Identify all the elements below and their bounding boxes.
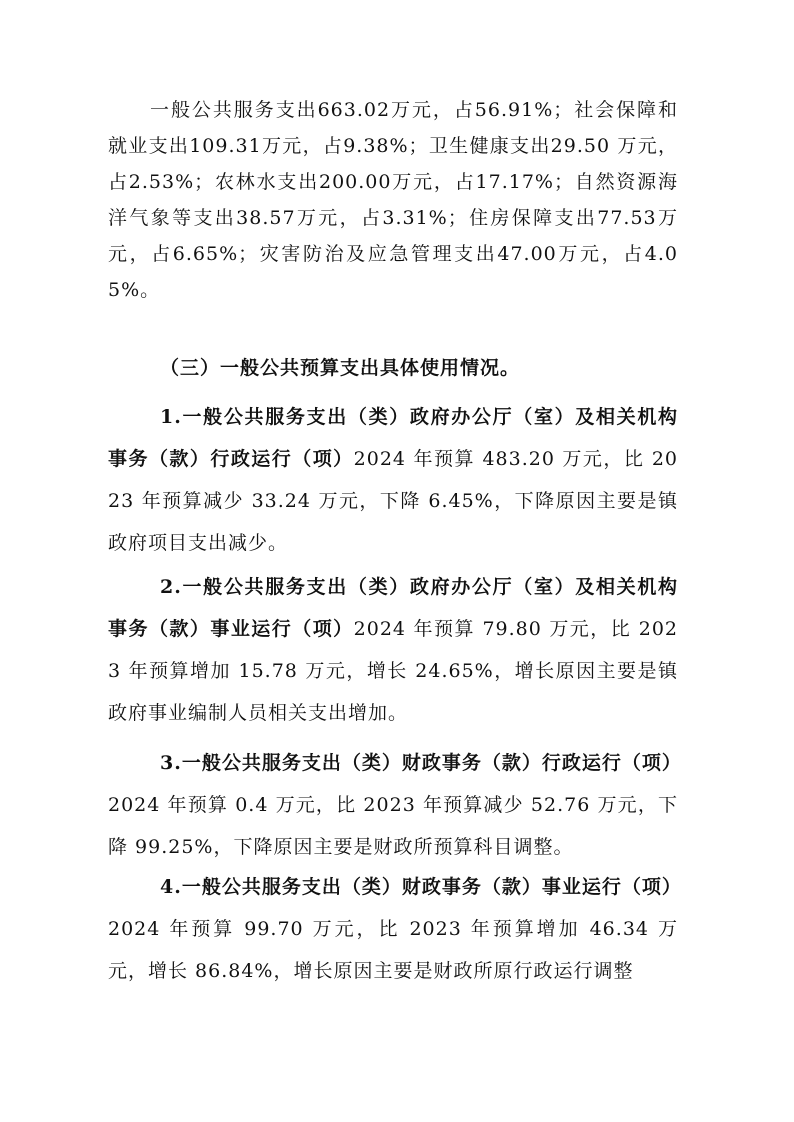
item-paragraph-3 xyxy=(108,742,682,868)
item-3-title: 3.一般公共服务支出（类）财政事务（款）行政运行（项） xyxy=(160,752,682,774)
section-heading: （三）一般公共预算支出具体使用情况。 xyxy=(160,357,521,379)
item-4-body: 2024 年预算 99.70 万元，比 2023 年预算增加 46.34 万元，增长 86.84%，增长原因主要是财政所原行政运行调整 xyxy=(108,918,678,982)
item-4-title: 4.一般公共服务支出（类）财政事务（款）事业运行（项） xyxy=(160,876,682,898)
item-paragraph-4 xyxy=(108,866,682,992)
item-3-body: 2024 年预算 0.4 万元，比 2023 年预算减少 52.76 万元，下降 99.25%，下降原因主要是财政所预算科目调整。 xyxy=(108,794,678,858)
item-paragraph-2 xyxy=(108,566,678,734)
expenditure-summary-paragraph: 一般公共服务支出663.02万元，占56.91%；社会保障和就业支出109.31万元，占9.38%；卫生健康支出29.50 万元，占2.53%；农林水支出200.00万元，占17.17%；自然资源海洋气象等支出38.57万元，占3.31%；住房保障支出77.53万元，占6.65%；灾害防治及应急管理支出47.00万元，占4.05%。 xyxy=(108,99,678,301)
item-1-body: 2024 年预算 483.20 万元，比 2023 年预算减少 33.24 万元，下降 6.45%，下降原因主要是镇政府项目支出减少。 xyxy=(108,448,678,554)
item-2-title: 2.一般公共服务支出（类）政府办公厅（室）及相关机构事务（款）事业运行（项） xyxy=(108,576,678,640)
item-1-title: 1.一般公共服务支出（类）政府办公厅（室）及相关机构事务（款）行政运行（项） xyxy=(108,406,678,470)
item-2-body: 2024 年预算 79.80 万元，比 2023 年预算增加 15.78 万元，增长 24.65%，增长原因主要是镇政府事业编制人员相关支出增加。 xyxy=(108,618,678,724)
item-paragraph-1 xyxy=(108,396,678,564)
